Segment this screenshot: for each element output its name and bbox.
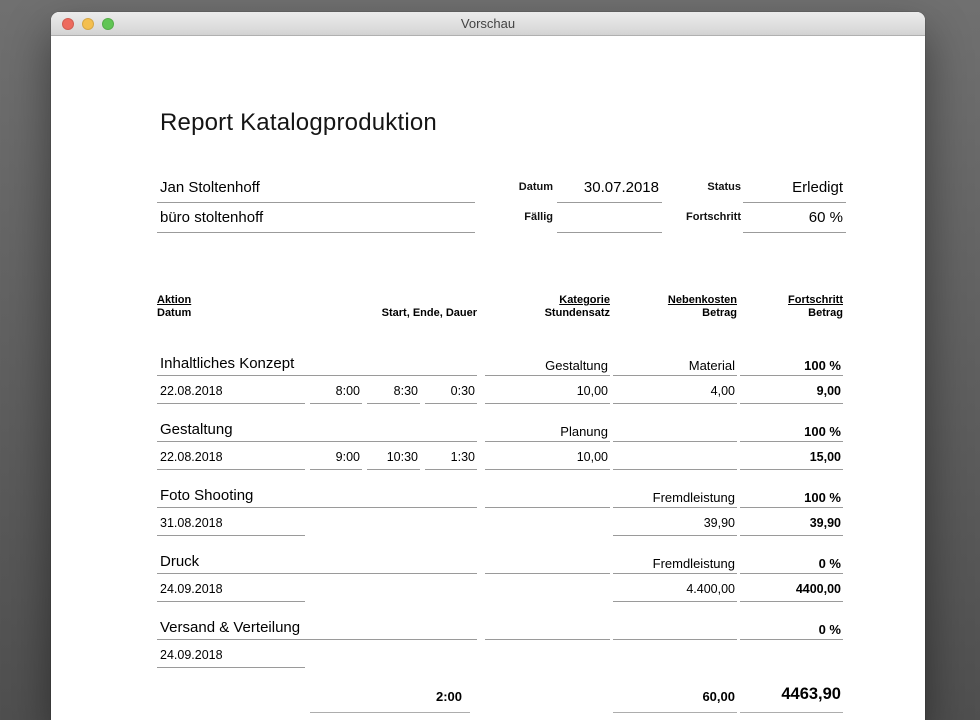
total-nebenkosten-betrag: 60,00 bbox=[613, 689, 737, 713]
nebenkosten-label bbox=[613, 622, 737, 640]
company-field bbox=[157, 206, 475, 233]
betrag-value: 9,00 bbox=[740, 384, 843, 404]
action-row bbox=[157, 421, 843, 474]
time-end: 8:30 bbox=[367, 384, 420, 404]
header-datum: Datum bbox=[157, 307, 192, 319]
action-name: Gestaltung bbox=[157, 421, 477, 442]
fortschritt-percent: 100 % bbox=[740, 424, 843, 442]
total-betrag: 4463,90 bbox=[740, 685, 843, 713]
date-field: 22.08.2018 bbox=[157, 450, 305, 470]
fortschritt-label: Fortschritt bbox=[686, 211, 741, 223]
window-titlebar[interactable] bbox=[51, 12, 925, 36]
nebenkosten-betrag: 39,90 bbox=[613, 516, 737, 536]
kategorie-value bbox=[485, 622, 610, 640]
action-row bbox=[157, 553, 843, 606]
header-fortschritt-betrag-sub: Betrag bbox=[808, 307, 843, 319]
nebenkosten-label: Fremdleistung bbox=[613, 556, 737, 574]
action-name: Inhaltliches Konzept bbox=[157, 355, 477, 376]
time-start: 9:00 bbox=[310, 450, 362, 470]
action-row bbox=[157, 619, 843, 672]
action-name: Versand & Verteilung bbox=[157, 619, 477, 640]
betrag-value: 15,00 bbox=[740, 450, 843, 470]
kategorie-value bbox=[485, 490, 610, 508]
header-fortschritt: Fortschritt bbox=[788, 294, 843, 306]
name-field bbox=[157, 176, 475, 203]
date-field: 22.08.2018 bbox=[157, 384, 305, 404]
header-nebenkosten-betrag-sub: Betrag bbox=[702, 307, 737, 319]
kategorie-value: Gestaltung bbox=[485, 358, 610, 376]
faellig-label: Fällig bbox=[524, 211, 553, 223]
status-label: Status bbox=[707, 181, 741, 193]
date-field: 31.08.2018 bbox=[157, 516, 305, 536]
kategorie-value: Planung bbox=[485, 424, 610, 442]
name-value: Jan Stoltenhoff bbox=[160, 179, 260, 196]
status-field bbox=[743, 176, 846, 203]
status-value: Erledigt bbox=[792, 179, 843, 196]
time-end: 10:30 bbox=[367, 450, 420, 470]
action-name: Foto Shooting bbox=[157, 487, 477, 508]
datum-value: 30.07.2018 bbox=[583, 179, 659, 196]
nebenkosten-betrag bbox=[613, 450, 737, 470]
fortschritt-percent: 100 % bbox=[740, 490, 843, 508]
nebenkosten-label: Fremdleistung bbox=[613, 490, 737, 508]
table-header bbox=[157, 294, 843, 322]
company-value: büro stoltenhoff bbox=[160, 209, 264, 226]
betrag-value: 39,90 bbox=[740, 516, 843, 536]
document-page bbox=[51, 37, 925, 720]
total-duration: 2:00 bbox=[310, 689, 470, 713]
header-kategorie-stundensatz bbox=[485, 294, 610, 320]
header-stundensatz: Stundensatz bbox=[544, 307, 610, 319]
betrag-value: 4400,00 bbox=[740, 582, 843, 602]
nebenkosten-betrag: 4.400,00 bbox=[613, 582, 737, 602]
nebenkosten-label bbox=[613, 424, 737, 442]
fortschritt-percent: 100 % bbox=[740, 358, 843, 376]
header-kategorie: Kategorie bbox=[559, 294, 610, 306]
fortschritt-field bbox=[743, 206, 846, 233]
page-title: Report Katalogproduktion bbox=[160, 109, 437, 136]
action-name: Druck bbox=[157, 553, 477, 574]
kategorie-value bbox=[485, 556, 610, 574]
date-field: 24.09.2018 bbox=[157, 648, 305, 668]
header-fortschritt-betrag bbox=[740, 294, 843, 320]
datum-label: Datum bbox=[518, 181, 553, 193]
action-row bbox=[157, 355, 843, 408]
time-duration: 0:30 bbox=[425, 384, 477, 404]
header-start-ende-dauer: Start, Ende, Dauer bbox=[381, 307, 477, 319]
time-duration: 1:30 bbox=[425, 450, 477, 470]
fortschritt-percent: 0 % bbox=[740, 556, 843, 574]
header-nebenkosten: Nebenkosten bbox=[667, 294, 737, 306]
date-field: 24.09.2018 bbox=[157, 582, 305, 602]
window-title: Vorschau bbox=[460, 16, 516, 31]
time-start: 8:00 bbox=[310, 384, 362, 404]
stundensatz-value: 10,00 bbox=[485, 450, 610, 470]
preview-window bbox=[51, 12, 925, 720]
fortschritt-value: 60 % bbox=[808, 209, 843, 226]
faellig-value bbox=[557, 206, 662, 209]
header-nebenkosten-betrag bbox=[613, 294, 737, 320]
nebenkosten-label: Material bbox=[613, 358, 737, 376]
action-row bbox=[157, 487, 843, 540]
nebenkosten-betrag: 4,00 bbox=[613, 384, 737, 404]
stundensatz-value: 10,00 bbox=[485, 384, 610, 404]
fortschritt-percent: 0 % bbox=[740, 622, 843, 640]
header-aktion: Aktion bbox=[157, 294, 192, 306]
